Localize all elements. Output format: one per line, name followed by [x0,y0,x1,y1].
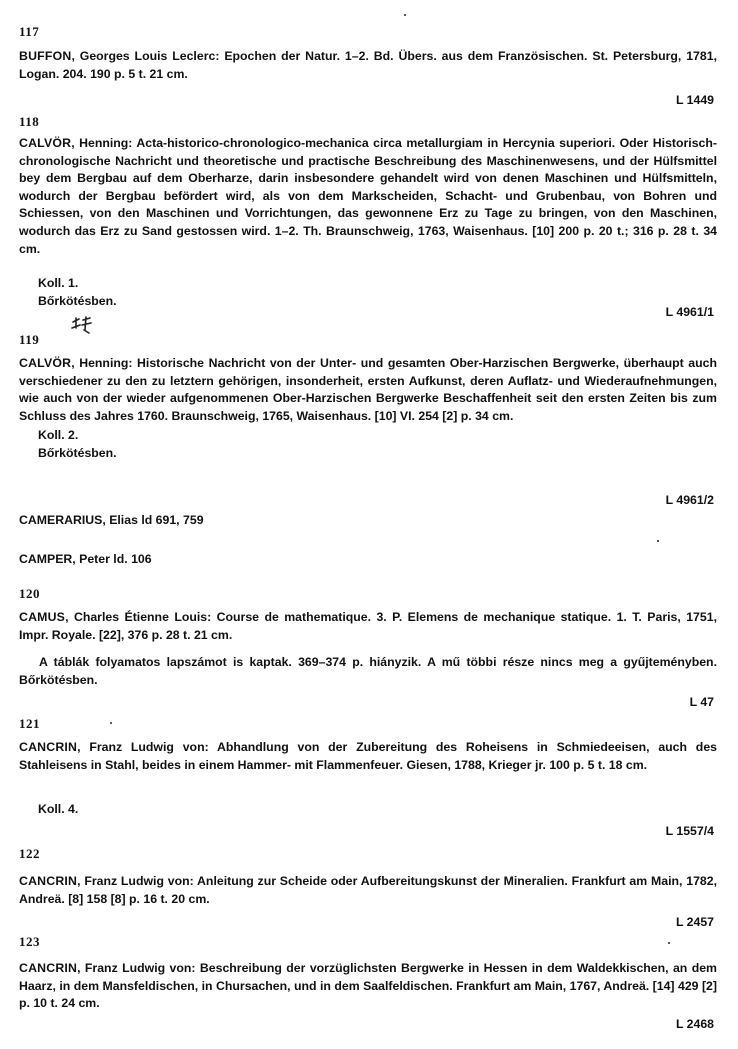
handwritten-mark-icon [70,316,94,336]
shelf-signature: L 2468 [675,1017,714,1031]
entry-description [19,873,717,908]
entry-description [19,355,717,425]
entry-description [19,739,717,774]
entry-number: 119 [19,332,40,347]
shelf-signature: L 1557/4 [665,824,714,838]
entry-text: , Franz Ludwig von: Abhandlung von der Zubereitung des Roheisens in Schmiedeeisen, auch des Stahleisens in Stahl, beides in einem Hammer- mit Flammenfeuer. Giesen, 1788, Krieger jr. 100 p. 5 t. 18 cm. [19,740,717,772]
entry-text: , Franz Ludwig von: Beschreibung der vorzüglichsten Bergwerke in Hessen in dem Waldekkischen, an dem Haarz, in dem Mansfeldischen, in Chursachen, und in dem Saalfeldischen. Frankfurt am Main, 1767, Andreä. [14] 429 [2] p. 10 t. 24 cm. [19,961,717,1011]
entry-number: 118 [19,114,40,129]
scan-speck [110,722,112,724]
entry-text: , Henning: Acta-historico-chronologico-mechanica circa metallurgiam in Hercynia superiori. Oder Historisch-chronologische Nachricht und theoretische und practische Beschreibung des Maschinenwesens, und der Hülfsmittel bey dem Bergbau auf dem Oberharze, darin insbesondere gehandelt wird von denen Maschinen und Hülfsmitteln, wodurch der Bergbau befördert wird, als von dem Markscheiden, Schacht- und Grubenbau, von Bohren und Schiessen, von den Maschinen und Vorrichtungen, das gewonnene Erz zu Tage zu bringen, von den Maschinen, wodurch das Erz zu Sand gestossen wird. 1–2. Th. Braunschweig, 1763, Waisenhaus. [10] 200 p. 20 t.; 316 p. 28 t. 34 cm. [19,136,717,256]
entry-description [19,609,717,644]
entry-description [19,48,717,83]
entry-note: Bőrkötésben. [38,446,117,460]
entry-author: CANCRIN [19,874,78,888]
entry-number: 121 [19,716,40,731]
entry-note: Koll. 4. [38,802,79,816]
entry-note: Koll. 2. [38,428,79,442]
cross-reference [19,512,204,529]
shelf-signature: L 47 [689,695,714,709]
entry-number: 123 [19,934,40,949]
scan-speck [668,942,670,944]
entry-author: CAMERARIUS [19,513,103,527]
entry-text: , Henning: Historische Nachricht von der Unter- und gesamten Ober-Harzischen Bergwerke, überhaupt auch verschiedener zu den zu letztern gehörigen, insonderheit, ersten Aufkunst, deren Auflatz- und Wiederaufnehmungen, wie auch von der wieder aufgenommenen Ober-Harzischen Bergwerke Beschaffenheit seit den ersten Zeiten bis zum Schluss des Jahres 1760. Braunschweig, 1765, Waisenhaus. [10] VI. 254 [2] p. 34 cm. [19,356,717,423]
entry-text: , Elias ld 691, 759 [102,513,204,527]
entry-author: CAMPER [19,552,73,566]
entry-description [19,960,717,1013]
shelf-signature: L 4961/2 [665,493,714,507]
entry-author: CANCRIN [19,740,78,754]
entry-author: BUFFON [19,49,72,63]
scan-speck [404,14,406,16]
entry-text: , Charles Étienne Louis: Course de mathematique. 3. P. Elemens de mechanique statique. 1. T. Paris, 1751, Impr. Royale. [22], 376 p. 28 t. 21 cm. [19,610,717,642]
shelf-signature: L 2457 [675,915,714,929]
entry-note: A táblák folyamatos lapszámot is kaptak. 369–374 p. hiányzik. A mű többi része nincs meg a gyűjteményben. Bőrkötésben. [19,655,717,687]
cross-reference [19,551,152,568]
entry-text: , Georges Louis Leclerc: Epochen der Natur. 1–2. Bd. Übers. aus dem Französischen. St. Petersburg, 1781, Logan. 204. 190 p. 5 t. 21 cm. [19,49,717,81]
entry-text: , Peter ld. 106 [72,552,152,566]
entry-author: CALVÖR [19,356,72,370]
shelf-signature: L 1449 [675,93,714,107]
shelf-signature: L 4961/1 [665,305,714,319]
entry-author: CANCRIN [19,961,78,975]
entry-author: CAMUS [19,610,66,624]
entry-note: Bőrkötésben. [38,294,117,308]
scan-speck [657,540,659,542]
entry-note: Koll. 1. [38,276,79,290]
entry-description [19,135,717,258]
entry-text: , Franz Ludwig von: Anleitung zur Scheide oder Aufbereitungskunst der Mineralien. Frankfurt am Main, 1782, Andreä. [8] 158 [8] p. 16 t. 20 cm. [19,874,717,906]
entry-number: 122 [19,846,40,861]
entry-number: 120 [19,586,40,601]
entry-author: CALVÖR [19,136,72,150]
entry-number: 117 [19,24,40,39]
